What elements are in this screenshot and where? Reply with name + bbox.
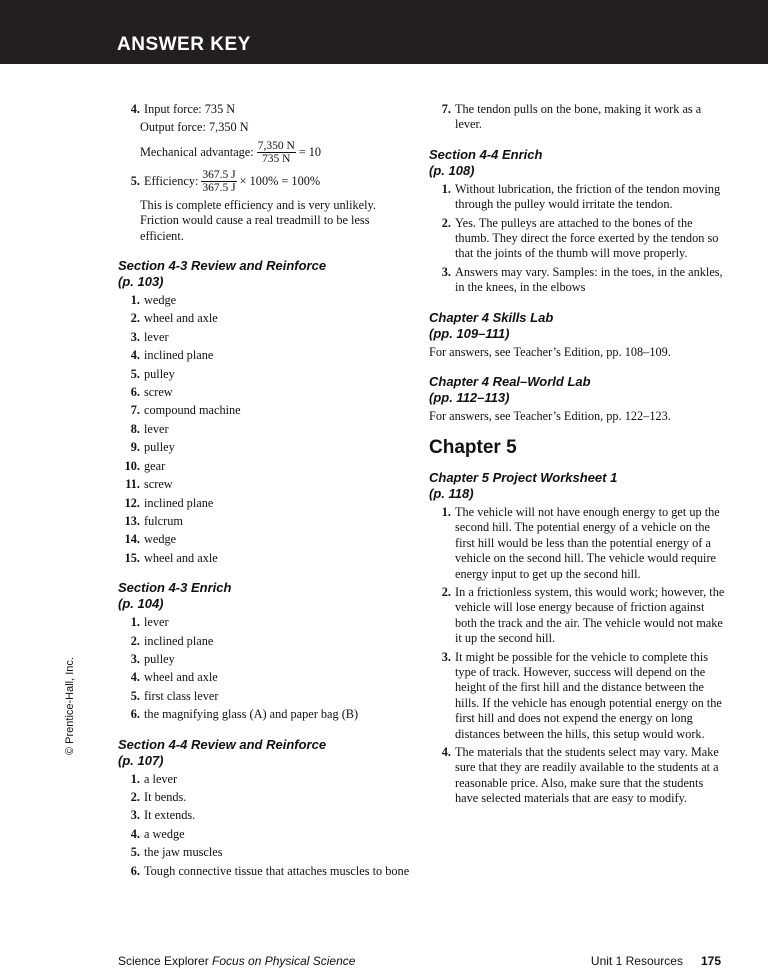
item-text: The vehicle will not have enough energy to get up the second hill. The potential energy of a vehicle on the first hill would be less than the potential energy of a vehicle on the second hill. The vehicle would require energy input to get up the second hill.: [455, 504, 720, 581]
item-number: 2.: [130, 633, 140, 648]
item-number: 3.: [130, 808, 140, 823]
answer-item: [118, 367, 410, 382]
page-title: ANSWER KEY: [117, 34, 251, 55]
ma-result: = 10: [298, 144, 322, 159]
item-text: inclined plane: [144, 495, 214, 510]
item-text: gear: [144, 458, 166, 473]
item-number: 3.: [130, 329, 140, 344]
item-number: 14.: [124, 532, 140, 547]
section-text: For answers, see Teacher’s Edition, pp. 122–123.: [429, 409, 671, 424]
section-heading: [429, 374, 725, 406]
ma-label: Mechanical advantage:: [140, 144, 254, 159]
answer-item: [118, 293, 410, 308]
item-text: wedge: [144, 293, 177, 308]
answer-item: [118, 385, 410, 400]
item-text: Without lubrication, the friction of the tendon moving through the pulley would irritate the tendon.: [455, 181, 721, 212]
efficiency-denominator: 367.5 J: [202, 181, 236, 194]
item-number: 2.: [130, 789, 140, 804]
item-text: a lever: [144, 771, 178, 786]
item-number: 11.: [125, 477, 140, 492]
efficiency-result: × 100% = 100%: [239, 173, 321, 188]
item-text: The materials that the students select may vary. Make sure that they are readily available to the students at a reasonable price. Also, make sure that the students have selected materials that are easy to modify.: [455, 744, 719, 806]
item-number: 12.: [124, 495, 140, 510]
item-text: Yes. The pulleys are attached to the bones of the thumb. They direct the force exerted by the tendon so that the joints of the thumb will move properly.: [455, 215, 719, 261]
answer-item: [429, 182, 725, 213]
answer-item: [429, 265, 725, 296]
answer-item: [118, 670, 410, 685]
section-page: (pp. 112–113): [429, 390, 510, 406]
efficiency-explanation: This is complete efficiency and is very unlikely. Friction would cause a real treadmill to be less efficient.: [140, 197, 376, 243]
footer-book-prefix: Science Explorer: [118, 954, 213, 968]
answer-item: [118, 311, 410, 326]
section-heading: [429, 310, 725, 342]
answer-item: [118, 403, 410, 418]
item-number: 3.: [130, 651, 140, 666]
item-number: 4.: [130, 670, 140, 685]
item-text: wheel and axle: [144, 550, 218, 565]
item-number: 1.: [130, 293, 140, 308]
item-text: the magnifying glass (A) and paper bag (B): [144, 707, 359, 722]
answer-item: [118, 440, 410, 455]
efficiency-label: Efficiency:: [144, 173, 199, 188]
footer-unit: [591, 954, 721, 968]
answer-item: [118, 808, 410, 823]
item-text: screw: [144, 477, 173, 492]
item-text: The tendon pulls on the bone, making it work as a lever.: [455, 102, 702, 132]
answer-item: [118, 551, 410, 566]
section-heading: [118, 737, 410, 769]
item-number: 4.: [441, 744, 451, 759]
section-page: (p. 107): [118, 752, 164, 768]
efficiency-line: [144, 169, 410, 194]
item-text: lever: [144, 421, 169, 436]
answer-item: [118, 102, 410, 117]
answer-item: [429, 650, 725, 742]
item-text: wheel and axle: [144, 311, 218, 326]
item-text: It bends.: [144, 789, 187, 804]
ma-denominator: 735 N: [262, 152, 291, 165]
item-text: fulcrum: [144, 513, 183, 528]
answer-item: [118, 634, 410, 649]
ma-numerator: 7,350 N: [257, 139, 295, 152]
item-number: 1.: [130, 615, 140, 630]
answer-item: [118, 707, 410, 722]
right-column: [429, 102, 725, 810]
answer-item: [118, 532, 410, 547]
item-number: 8.: [130, 421, 140, 436]
answer-item: [118, 496, 410, 511]
answer-item: [118, 652, 410, 667]
item-number: 4.: [130, 348, 140, 363]
section-page: (pp. 109–111): [429, 325, 510, 341]
section-page: (p. 103): [118, 274, 164, 290]
section-heading: [118, 258, 410, 290]
answer-item: [118, 422, 410, 437]
section-text: For answers, see Teacher’s Edition, pp. 108–109.: [429, 344, 671, 359]
item-number: 7.: [441, 102, 451, 116]
answer-item: [118, 169, 410, 194]
answer-list: [429, 505, 725, 807]
answer-item: [118, 459, 410, 474]
answer-item: [429, 102, 725, 133]
item-text: the jaw muscles: [144, 845, 223, 860]
section-title: Section 4-4 Review and Reinforce: [118, 736, 327, 752]
item-number: 13.: [124, 513, 140, 528]
item-text: lever: [144, 329, 169, 344]
chapter-heading: Chapter 5: [429, 437, 517, 459]
section-page: (p. 108): [429, 162, 475, 178]
item-number: 5.: [130, 688, 140, 703]
answer-list: [118, 772, 410, 879]
footer-book-title: [118, 954, 355, 968]
item-text: Input force: 735 N: [144, 102, 236, 116]
item-number: 5.: [130, 845, 140, 860]
item-text: inclined plane: [144, 348, 214, 363]
answer-item: [118, 772, 410, 787]
item-number: 3.: [441, 264, 451, 279]
item-text: pulley: [144, 440, 175, 455]
header-bar: [0, 0, 768, 64]
item-number: 6.: [130, 863, 140, 878]
section-title: Section 4-3 Review and Reinforce: [118, 258, 327, 274]
item-number: 9.: [130, 440, 140, 455]
item-text: lever: [144, 615, 169, 630]
section-page: (p. 104): [118, 596, 164, 612]
answer-item: [118, 864, 410, 879]
answer-item: [429, 216, 725, 262]
item-text: pulley: [144, 366, 175, 381]
efficiency-fraction: [201, 169, 236, 194]
section-title: Section 4-4 Enrich: [429, 146, 543, 162]
item-text: wedge: [144, 532, 177, 547]
item-text: Answers may vary. Samples: in the toes, in the ankles, in the knees, in the elbows: [455, 264, 723, 295]
answer-item: [118, 477, 410, 492]
answer-item: [118, 330, 410, 345]
answer-item: [118, 827, 410, 842]
answer-list: [429, 182, 725, 296]
section-page: (p. 118): [429, 485, 474, 501]
answer-item: [118, 845, 410, 860]
item-text: first class lever: [144, 688, 219, 703]
item-number: 2.: [441, 215, 451, 230]
item-text: inclined plane: [144, 633, 214, 648]
left-column: [118, 102, 410, 882]
answer-item: [118, 348, 410, 363]
item-number: 2.: [441, 584, 451, 599]
section-heading: [429, 147, 725, 179]
item-text: a wedge: [144, 826, 185, 841]
item-text: screw: [144, 385, 173, 400]
answer-item: [118, 615, 410, 630]
item-text: pulley: [144, 651, 175, 666]
mechanical-advantage-line: [140, 140, 410, 165]
item-number: 1.: [441, 181, 451, 196]
item-number: 1.: [441, 504, 451, 519]
item-number: 6.: [130, 707, 140, 722]
item-number: 2.: [130, 311, 140, 326]
footer-book-italic: Focus on Physical Science: [212, 954, 356, 968]
section-heading: [429, 470, 725, 502]
item-number: 4.: [130, 826, 140, 841]
answer-item: [118, 514, 410, 529]
page-number: 175: [700, 954, 721, 968]
item-text: wheel and axle: [144, 670, 218, 685]
output-force: Output force: 7,350 N: [140, 120, 249, 135]
section-title: Chapter 4 Real–World Lab: [429, 374, 591, 390]
answer-item: [429, 505, 725, 582]
item-number: 5.: [130, 173, 140, 188]
item-number: 6.: [130, 385, 140, 400]
item-number: 3.: [441, 649, 451, 664]
item-number: 7.: [130, 403, 140, 418]
item-text: It might be possible for the vehicle to complete this type of track. However, success will depend on the height of the first hill and the distance between the hills. If the vehicle has enough potential energy on the first hill and does not expend the energy on long distances between the hills, this setup would work.: [455, 649, 722, 741]
item-text: It extends.: [144, 808, 196, 823]
item-number: 1.: [130, 771, 140, 786]
footer-unit-label: Unit 1 Resources: [590, 954, 683, 968]
ma-fraction: [257, 140, 296, 165]
answer-item: [118, 790, 410, 805]
section-heading: [118, 580, 410, 612]
copyright-notice: © Prentice-Hall, Inc.: [64, 657, 76, 755]
item-number: 5.: [130, 366, 140, 381]
efficiency-numerator: 367.5 J: [202, 168, 236, 181]
section-title: Section 4-3 Enrich: [118, 580, 232, 596]
answer-item: [429, 585, 725, 647]
item-number: 15.: [124, 550, 140, 565]
item-number: 10.: [124, 458, 140, 473]
section-title: Chapter 5 Project Worksheet 1: [429, 469, 618, 485]
answer-list: [118, 293, 410, 566]
answer-item: [429, 745, 725, 807]
answer-item: [118, 689, 410, 704]
item-text: Tough connective tissue that attaches muscles to bone: [144, 863, 410, 878]
item-text: In a frictionless system, this would work; however, the vehicle will lose energy because of friction against both the track and the air. The vehicle would not make it up the second hill.: [455, 584, 725, 646]
answer-list: [118, 615, 410, 722]
section-title: Chapter 4 Skills Lab: [429, 309, 554, 325]
item-text: compound machine: [144, 403, 241, 418]
item-number: 4.: [130, 102, 140, 116]
